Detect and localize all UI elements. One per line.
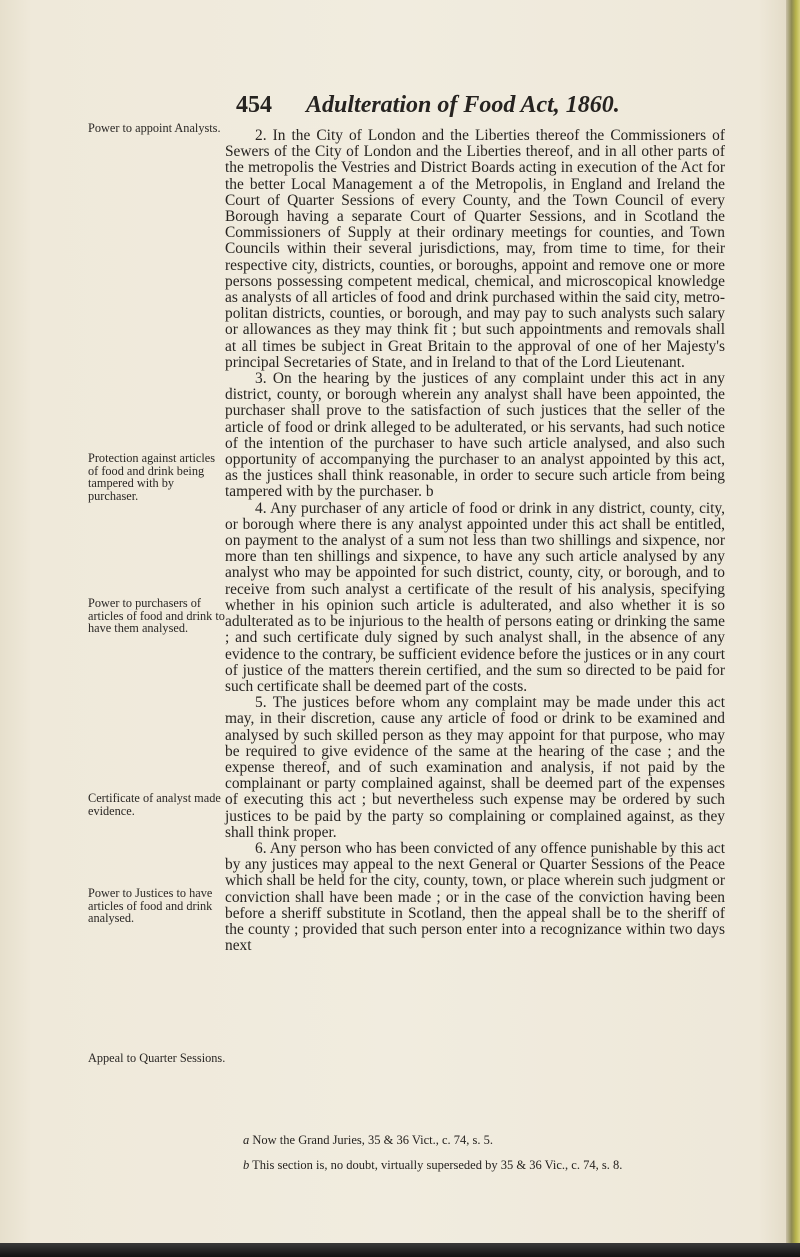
section-4: 4. Any purchaser of any article of food or drink in any district, county, city, or borough where there is any analyst appointed under this act shall be entitled, on payment to the analyst of a sum not less than two shillings and sixpence, nor more than ten shillings and sixpence, to have any such article analysed by any analyst who may be appointed for such district, county, city, or borough, and to receive from such analyst a certificate of the result of his analysis, specifying whether in his opinion such article is adulterated, and also whether it is so adulterated as to be injurious to the health of persons eating or drinking the same ; and such certificate duly signed by such analyst shall, in the absence of any evidence to the contrary, be sufficient evidence before the justices or in any court of justice of the matters therein certified, and the sum so directed to be paid for such certificate shall be deemed part of the costs. <box>225 499 725 695</box>
scan-bottom-edge <box>0 1243 800 1257</box>
footnotes <box>225 1133 725 1183</box>
page-edge <box>786 0 800 1257</box>
footnote-a-mark: a <box>243 1133 250 1147</box>
footnote-a <box>225 1133 725 1148</box>
section-2: 2. In the City of London and the Liberties thereof the Commissioners of Sewers of the City of London and the Liberties thereof, and in all other parts of the metropolis the Vestries and District Boards acting in execution of the Act for the better Local Management a of the Metropolis, in England and Ireland the Court of Quarter Sessions of every County, and the Town Council of every Borough having a separate Court of Quarter Sessions, and in Scotland the Commissioners of Supply at their ordinary meetings for counties, and Town Councils within their several jurisdictions, may, from time to time, for their respective city, districts, counties, or boroughs, appoint and remove one or more persons possessing competent medical, chemical, and microscopical knowledge as analysts of all articles of food and drink purchased within the said city, metropolitan districts, counties, or borough, and may pay to such analysts such salary or allowances as they may think fit ; but such appointments and removals shall at all times be subject in Great Britain to the approval of one of her Majesty's principal Secretaries of State, and in Ireland to that of the Lord Lieutenant. <box>225 127 725 371</box>
running-title: Adulteration of Food Act, 1860. <box>306 92 620 118</box>
section-5: 5. The justices before whom any complaint may be made under this act may, in their discretion, cause any article of food or drink to be examined and analysed by such skilled person as they may appoint for that purpose, who may be required to give evidence of the same at the hearing of the case ; and the expense thereof, and of such examination and analysis, if not paid by the complainant or party complained against, shall be deemed part of the expenses of executing this act ; but nevertheless such expense may be ordered by such justices to be paid by the party so complaining or complained against, as they shall think proper. <box>225 694 725 841</box>
sidenote-appeal: Appeal to Quarter Sessions. <box>88 1051 226 1065</box>
page-header <box>236 92 696 119</box>
footnote-a-text: Now the Grand Juries, 35 & 36 Vict., c. 74, s. 5. <box>252 1133 494 1147</box>
sidenote-certificate: Certificate of analyst made evidence. <box>88 791 221 818</box>
footnote-b <box>225 1158 725 1173</box>
page-number: 454 <box>236 92 272 118</box>
section-6: 6. Any person who has been convicted of any offence punishable by this act by any justices may appeal to the next General or Quarter Sessions of the Peace which shall be held for the city, county, town, or place wherein such judgment or conviction shall have been made ; or in the case of the conviction having been before a sheriff substitute in Scotland, then the appeal shall be to the sheriff of the county ; provided that such person enter into a recognizance within two days next <box>225 839 725 955</box>
footnote-b-text: This section is, no doubt, virtually superseded by 35 & 36 Vic., c. 74, s. 8. <box>252 1158 623 1172</box>
section-3: 3. On the hearing by the justices of any complaint under this act in any district, county, or borough wherein any analyst shall have been appointed, the purchaser shall prove to the satisfaction of such justices that the seller of the article of food or drink alleged to be adulterated, or his servants, had such notice of the intention of the purchaser to have such article analysed, and also such opportunity of accompanying the purchaser to an analyst appointed by this act, as the justices shall think reasonable, in order to secure such article from being tampered with by the purchaser. b <box>225 370 725 501</box>
sidenote-appoint-analysts: Power to appoint Analysts. <box>88 121 221 135</box>
sidenote-justices-analysed: Power to Justices to have articles of food and drink analysed. <box>88 886 213 926</box>
body-text <box>225 128 725 954</box>
footnote-b-mark: b <box>243 1158 250 1172</box>
sidenote-protection: Protection against articles of food and drink being tampered with by purchaser. <box>88 451 216 503</box>
sidenote-purchasers-analysed: Power to purchasers of articles of food and drink to have them analysed. <box>88 596 225 636</box>
